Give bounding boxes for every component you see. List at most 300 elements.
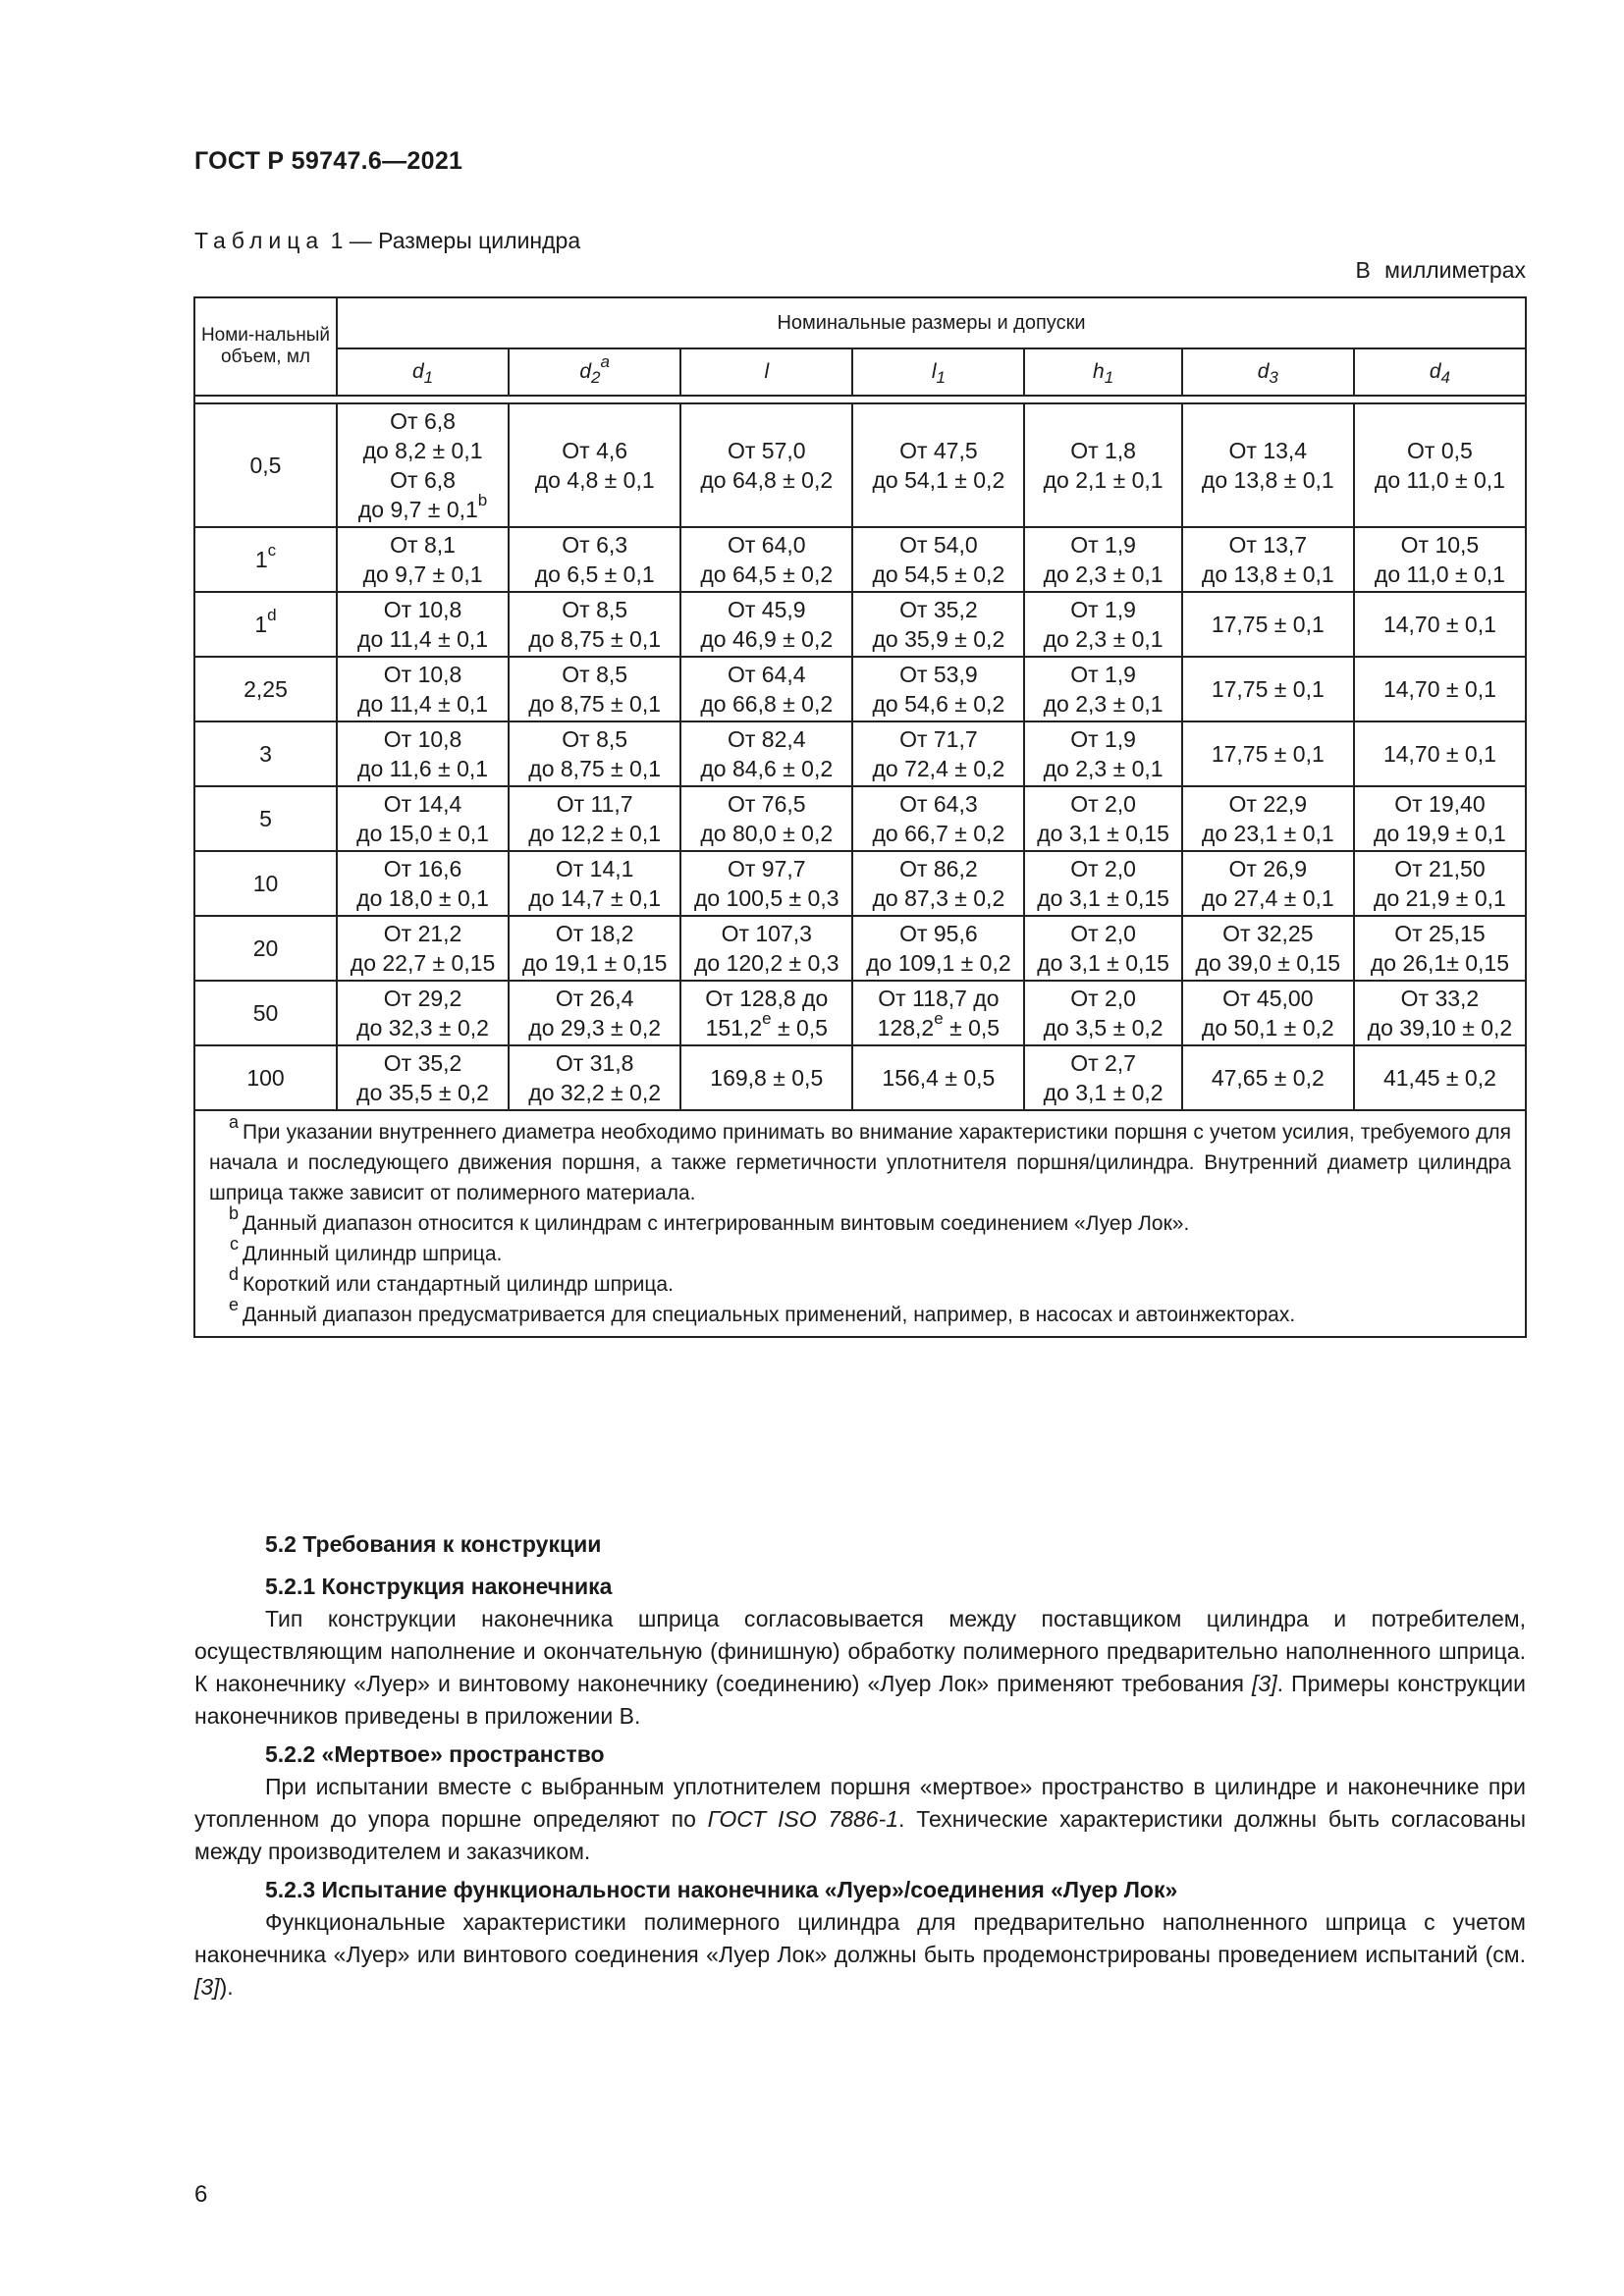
- cell-line: до 50,1 ± 0,2: [1201, 1015, 1334, 1041]
- cell-line: до 11,0 ± 0,1: [1374, 467, 1505, 493]
- volume-cell: [194, 592, 337, 657]
- cell-line: От 8,5: [562, 662, 628, 687]
- dimension-cell: [1354, 786, 1526, 851]
- cell-line: 14,70 ± 0,1: [1382, 741, 1496, 767]
- section-5-2-1-paragraph: [194, 1603, 1526, 1733]
- cell-line: От 95,6: [899, 921, 978, 946]
- dimension-cell: [852, 592, 1024, 657]
- cell-line: От 64,3: [899, 791, 978, 817]
- section-5-2-1-title: 5.2.1 Конструкция наконечника: [265, 1574, 613, 1599]
- table-row: [194, 981, 1526, 1045]
- cell-line: до 13,8 ± 0,1: [1201, 467, 1334, 493]
- dimension-cell: [337, 981, 509, 1045]
- section-5-2-3-paragraph: [194, 1906, 1526, 2003]
- cell-line: до 2,3 ± 0,1: [1043, 756, 1164, 781]
- cell-line: до 46,9 ± 0,2: [700, 626, 834, 652]
- cell-line: 151,2$^e$ ± 0,5: [705, 1009, 828, 1041]
- volume-footnote-mark: c: [267, 541, 277, 561]
- header-symbol-3: [680, 348, 852, 396]
- dimension-cell: [337, 403, 509, 527]
- dimension-cell: [1354, 403, 1526, 527]
- cell-line: до 11,6 ± 0,1: [357, 756, 489, 781]
- cell-line: до 39,10 ± 0,2: [1367, 1015, 1513, 1041]
- dimension-cell: [680, 721, 852, 786]
- dimension-cell: [337, 657, 509, 721]
- cell-line: до 22,7 ± 0,15: [350, 950, 496, 976]
- cell-line: От 29,2: [383, 986, 462, 1011]
- cell-line: От 33,2: [1400, 986, 1480, 1011]
- cell-line: до 14,7 ± 0,1: [528, 885, 662, 911]
- cell-line: до 54,5 ± 0,2: [872, 561, 1005, 587]
- dimension-cell: [1354, 981, 1526, 1045]
- cell-line: От 10,5: [1400, 532, 1480, 558]
- cell-line: От 47,5: [899, 438, 978, 463]
- cell-line: От 26,4: [555, 986, 634, 1011]
- footnote-d: [209, 1264, 1511, 1300]
- dimension-cell: [509, 1045, 680, 1110]
- cell-line: до 8,75 ± 0,1: [528, 626, 662, 652]
- cell-line: до 18,0 ± 0,1: [356, 885, 489, 911]
- cell-line: От 4,6: [562, 438, 628, 463]
- section-5-2-2-paragraph: [194, 1771, 1526, 1868]
- dimension-cell: [1182, 657, 1354, 721]
- dimensions-table: [193, 296, 1527, 1338]
- volume-value: 20: [252, 935, 279, 961]
- cell-line: до 19,1 ± 0,15: [521, 950, 668, 976]
- dimension-cell: [1024, 657, 1181, 721]
- dimension-cell: [680, 527, 852, 592]
- cell-line: От 53,9: [899, 662, 978, 687]
- dimension-cell: [1024, 851, 1181, 916]
- symbol-superscript: a: [600, 352, 610, 371]
- cell-line: до 35,5 ± 0,2: [356, 1080, 489, 1105]
- cell-line: От 1,9: [1070, 662, 1136, 687]
- cell-line: до 3,1 ± 0,15: [1037, 950, 1169, 976]
- cell-line: От 26,9: [1228, 856, 1308, 881]
- cell-line: 14,70 ± 0,1: [1382, 612, 1496, 637]
- footnote-marker: [209, 1295, 243, 1330]
- cell-line: до 3,1 ± 0,15: [1037, 821, 1169, 846]
- page-number: 6: [194, 2181, 208, 2208]
- cell-line: до 26,1± 0,15: [1370, 950, 1509, 976]
- footnote-text: Короткий или стандартный цилиндр шприца.: [243, 1273, 674, 1296]
- cell-line: до 2,1 ± 0,1: [1043, 467, 1164, 493]
- cell-line: до 87,3 ± 0,2: [872, 885, 1005, 911]
- dimension-cell: [1024, 527, 1181, 592]
- dimension-cell: [1354, 592, 1526, 657]
- cell-line: до 19,9 ± 0,1: [1374, 821, 1506, 846]
- cell-line: до 80,0 ± 0,2: [700, 821, 834, 846]
- dimension-cell: [337, 916, 509, 981]
- symbol-subscript: 3: [1269, 368, 1278, 388]
- volume-cell: [194, 851, 337, 916]
- cell-line: От 2,0: [1070, 791, 1136, 817]
- cell-line: От 18,2: [555, 921, 634, 946]
- cell-line: до 9,7 ± 0,1: [362, 561, 483, 587]
- dimension-cell: [680, 657, 852, 721]
- cell-line: От 2,7: [1070, 1050, 1136, 1076]
- symbol-subscript: 1: [936, 368, 946, 388]
- cell-line: до 2,3 ± 0,1: [1043, 691, 1164, 717]
- cell-line: до 13,8 ± 0,1: [1201, 561, 1334, 587]
- cell-line: 156,4 ± 0,5: [882, 1065, 996, 1091]
- dimension-cell: [1354, 851, 1526, 916]
- header-symbol-2: [509, 348, 680, 396]
- cell-line: до 54,1 ± 0,2: [872, 467, 1005, 493]
- dimension-cell: [337, 786, 509, 851]
- dimension-cell: [1024, 592, 1181, 657]
- cell-line: до 64,5 ± 0,2: [700, 561, 834, 587]
- volume-value: 1: [254, 547, 268, 572]
- dimension-cell: [1182, 1045, 1354, 1110]
- cell-line: От 2,0: [1070, 921, 1136, 946]
- cell-line: 128,2$^e$ ± 0,5: [877, 1009, 1001, 1041]
- table-row: [194, 851, 1526, 916]
- footnote-marker-letter: b: [228, 1203, 239, 1223]
- dimension-cell: [337, 851, 509, 916]
- dimension-cell: [1024, 1045, 1181, 1110]
- volume-cell: [194, 916, 337, 981]
- header-dimensions-group: Номинальные размеры и допуски: [337, 297, 1526, 348]
- dimension-cell: [1354, 527, 1526, 592]
- footnote-text: Данный диапазон относится к цилиндрам с интегрированным винтовым соединением «Луер Лок».: [243, 1212, 1190, 1235]
- cell-line: до 11,4 ± 0,1: [357, 626, 489, 652]
- cell-line: От 128,8 до: [705, 986, 829, 1011]
- cell-line: От 54,0: [899, 532, 978, 558]
- dimension-cell: [1354, 1045, 1526, 1110]
- dimension-cell: [509, 721, 680, 786]
- dimension-cell: [680, 916, 852, 981]
- table-row: [194, 657, 1526, 721]
- symbol-base: d: [579, 360, 592, 383]
- cell-line: От 82,4: [727, 726, 806, 752]
- cell-line: От 2,0: [1070, 856, 1136, 881]
- volume-cell: [194, 1045, 337, 1110]
- cell-line: От 11,7: [556, 791, 633, 817]
- cell-line: до 35,9 ± 0,2: [872, 626, 1005, 652]
- dimension-cell: [680, 1045, 852, 1110]
- volume-value: 10: [252, 871, 279, 896]
- dimension-cell: [680, 851, 852, 916]
- cell-line: до 66,7 ± 0,2: [872, 821, 1005, 846]
- table-row: [194, 786, 1526, 851]
- header-symbol-7: [1354, 348, 1526, 396]
- footnote-b: [209, 1203, 1511, 1239]
- footnotes-row: [194, 1110, 1526, 1337]
- cell-line: до 6,5 ± 0,1: [534, 561, 655, 587]
- volume-cell: [194, 721, 337, 786]
- volume-value: 1: [254, 612, 268, 637]
- footnote-a: [209, 1112, 1511, 1208]
- dimension-cell: [509, 981, 680, 1045]
- cell-line: От 71,7: [899, 726, 978, 752]
- dimension-cell: [337, 527, 509, 592]
- header-symbol-6: [1182, 348, 1354, 396]
- cell-line: до 15,0 ± 0,1: [356, 821, 489, 846]
- table-row: [194, 721, 1526, 786]
- footnote-mark: b: [477, 491, 488, 510]
- section-text: [194, 1528, 1526, 2003]
- cell-line: до 32,2 ± 0,2: [528, 1080, 662, 1105]
- dimension-cell: [509, 851, 680, 916]
- cell-line: до 27,4 ± 0,1: [1201, 885, 1334, 911]
- cell-line: От 97,7: [727, 856, 806, 881]
- symbol-subscript: 2: [591, 368, 601, 388]
- cell-line: до 32,3 ± 0,2: [356, 1015, 489, 1041]
- footnote-marker-letter: d: [228, 1264, 239, 1284]
- symbol-base: d: [1429, 360, 1441, 383]
- dimension-cell: [509, 916, 680, 981]
- cell-line: до 4,8 ± 0,1: [534, 467, 655, 493]
- header-symbols-row: [194, 348, 1526, 396]
- cell-line: до 8,75 ± 0,1: [528, 756, 662, 781]
- cell-line: От 2,0: [1070, 986, 1136, 1011]
- dimension-cell: [509, 527, 680, 592]
- cell-line: до 72,4 ± 0,2: [872, 756, 1005, 781]
- table-row: [194, 403, 1526, 527]
- dimension-cell: [680, 403, 852, 527]
- volume-value: 50: [252, 1000, 279, 1026]
- header-spacer-row: [194, 396, 1526, 403]
- table-row: [194, 592, 1526, 657]
- dimension-cell: [1354, 721, 1526, 786]
- volume-cell: [194, 527, 337, 592]
- cell-line: От 8,1: [390, 532, 456, 558]
- symbol-base: d: [411, 360, 424, 383]
- dimension-cell: [337, 1045, 509, 1110]
- s523-ref: [3]: [194, 1974, 220, 2000]
- cell-line: От 10,8: [383, 662, 462, 687]
- dimension-cell: [509, 786, 680, 851]
- dimension-cell: [680, 592, 852, 657]
- cell-line: 169,8 ± 0,5: [710, 1065, 824, 1091]
- footnote-c: [209, 1234, 1511, 1269]
- cell-line: От 14,1: [555, 856, 634, 881]
- cell-line: От 64,0: [727, 532, 806, 558]
- cell-line: От 107,3: [721, 921, 812, 946]
- s523-text-b: ).: [219, 1974, 234, 2000]
- dimension-cell: [1024, 916, 1181, 981]
- table-caption-label: Таблица: [194, 228, 325, 253]
- cell-line: до 23,1 ± 0,1: [1201, 821, 1334, 846]
- dimension-cell: [1354, 916, 1526, 981]
- dimension-cell: [680, 981, 852, 1045]
- s522-text-a: При испытании вместе с выбранным уплотнителем поршня «мертвое» пространство в цилиндре и наконечнике при утопленном до упора поршне определяют по: [194, 1774, 1526, 1832]
- dimension-cell: [1024, 786, 1181, 851]
- cell-line: От 32,25: [1222, 921, 1314, 946]
- footnote-marker: [209, 1112, 243, 1148]
- cell-line: От 0,5: [1407, 438, 1473, 463]
- cell-line: От 25,15: [1394, 921, 1486, 946]
- cell-line: до 100,5 ± 0,3: [694, 885, 839, 911]
- s522-ref: ГОСТ ISO 7886-1: [707, 1806, 899, 1832]
- dimension-cell: [1182, 981, 1354, 1045]
- symbol-base: l: [931, 360, 937, 383]
- dimension-cell: [509, 403, 680, 527]
- cell-line: до 39,0 ± 0,15: [1195, 950, 1341, 976]
- cell-line: От 31,8: [555, 1050, 634, 1076]
- cell-line: 47,65 ± 0,2: [1211, 1065, 1325, 1091]
- section-5-2-3-title: 5.2.3 Испытание функциональности наконечника «Луер»/соединения «Луер Лок»: [265, 1877, 1178, 1902]
- cell-line: От 19,40: [1394, 791, 1486, 817]
- cell-line: до 84,6 ± 0,2: [700, 756, 834, 781]
- cell-line: до 3,5 ± 0,2: [1043, 1015, 1164, 1041]
- cell-line: От 21,2: [383, 921, 462, 946]
- dimension-cell: [1354, 657, 1526, 721]
- header-volume: Номи-нальный объем, мл: [194, 297, 337, 396]
- cell-line: до 54,6 ± 0,2: [872, 691, 1005, 717]
- footnote-e: [209, 1295, 1511, 1330]
- cell-line: 14,70 ± 0,1: [1382, 676, 1496, 702]
- footnote-marker-letter: c: [230, 1234, 239, 1254]
- dimension-cell: [852, 1045, 1024, 1110]
- cell-line: От 1,8: [1070, 438, 1136, 463]
- table-row: [194, 916, 1526, 981]
- dimension-cell: [852, 527, 1024, 592]
- cell-line: От 118,7 до: [878, 986, 1000, 1011]
- cell-line: От 10,8: [383, 726, 462, 752]
- cell-line: до 11,4 ± 0,1: [357, 691, 489, 717]
- cell-line: до 3,1 ± 0,15: [1037, 885, 1169, 911]
- table-units: В миллиметрах: [1355, 257, 1526, 283]
- dimension-cell: [1182, 851, 1354, 916]
- dimension-cell: [852, 657, 1024, 721]
- dimension-cell: [852, 916, 1024, 981]
- header-spacer: [194, 396, 1526, 403]
- cell-line: От 76,5: [727, 791, 806, 817]
- table-row: [194, 527, 1526, 592]
- cell-line: до 9,7 ± 0,1$^b$: [357, 491, 488, 522]
- symbol-base: d: [1257, 360, 1270, 383]
- volume-cell: [194, 786, 337, 851]
- footnote-text: Данный диапазон предусматривается для специальных применений, например, в насосах и автоинжекторах.: [243, 1304, 1296, 1326]
- cell-line: до 2,3 ± 0,1: [1043, 626, 1164, 652]
- footnote-marker-letter: e: [228, 1295, 239, 1314]
- cell-line: до 8,75 ± 0,1: [528, 691, 662, 717]
- header-symbol-4: [852, 348, 1024, 396]
- dimension-cell: [852, 981, 1024, 1045]
- cell-line: От 45,9: [727, 597, 806, 622]
- header-symbol-5: [1024, 348, 1181, 396]
- symbol-subscript: 1: [1104, 368, 1114, 388]
- volume-value: 2,25: [244, 676, 288, 702]
- footnote-text: При указании внутреннего диаметра необходимо принимать во внимание характеристики поршня с учетом усилия, требуемого для начала и последующего движения поршня, а также герметичности уплотнителя поршня/цилиндра. Внутренний диаметр цилиндра шприца также зависит от полимерного материала.: [209, 1121, 1511, 1204]
- dimension-cell: [1182, 721, 1354, 786]
- dimension-cell: [1182, 916, 1354, 981]
- volume-cell: [194, 981, 337, 1045]
- volume-cell: [194, 403, 337, 527]
- dimension-cell: [509, 657, 680, 721]
- dimension-cell: [852, 851, 1024, 916]
- table-caption-title: 1 — Размеры цилиндра: [330, 228, 581, 253]
- dimension-cell: [852, 786, 1024, 851]
- cell-line: От 57,0: [727, 438, 806, 463]
- cell-line: От 16,6: [383, 856, 462, 881]
- cell-line: От 1,9: [1070, 597, 1136, 622]
- cell-line: до 3,1 ± 0,2: [1043, 1080, 1164, 1105]
- cell-line: От 21,50: [1394, 856, 1486, 881]
- volume-cell: [194, 657, 337, 721]
- dimension-cell: [1024, 981, 1181, 1045]
- cell-line: до 64,8 ± 0,2: [700, 467, 834, 493]
- cell-line: до 2,3 ± 0,1: [1043, 561, 1164, 587]
- cell-line: 41,45 ± 0,2: [1382, 1065, 1496, 1091]
- cell-line: От 6,3: [562, 532, 628, 558]
- footnotes-cell: [194, 1110, 1526, 1337]
- table-row: [194, 1045, 1526, 1110]
- cell-line: От 6,8: [390, 408, 456, 434]
- cell-line: От 35,2: [899, 597, 978, 622]
- cell-line: до 12,2 ± 0,1: [528, 821, 662, 846]
- cell-line: От 1,9: [1070, 726, 1136, 752]
- cell-line: От 45,00: [1222, 986, 1314, 1011]
- footnote-mark: e: [934, 1009, 944, 1029]
- cell-line: 17,75 ± 0,1: [1211, 676, 1325, 702]
- cell-line: От 86,2: [899, 856, 978, 881]
- footnote-marker-letter: a: [228, 1112, 239, 1132]
- symbol-base: l: [764, 360, 770, 383]
- header-symbol-1: [337, 348, 509, 396]
- table-body: [194, 396, 1526, 1337]
- dimension-cell: [337, 721, 509, 786]
- cell-line: От 64,4: [727, 662, 806, 687]
- table-caption: [194, 228, 580, 254]
- dimension-cell: [680, 786, 852, 851]
- cell-line: От 14,4: [383, 791, 462, 817]
- dimension-cell: [1024, 721, 1181, 786]
- s521-text-a: Тип конструкции наконечника шприца согласовывается между поставщиком цилиндра и потребителем, осуществляющим наполнение и окончательную (финишную) обработку полимерного предварительно наполненного шприца. К наконечнику «Луер» и винтовому наконечнику (соединению) «Луер Лок» применяют требования: [194, 1606, 1526, 1696]
- s521-text-b: . Примеры конструкции наконечников приведены в приложении В.: [194, 1671, 1526, 1729]
- cell-line: От 6,8: [390, 467, 456, 493]
- section-5-2-title: 5.2 Требования к конструкции: [265, 1531, 602, 1557]
- dimension-cell: [1024, 403, 1181, 527]
- cell-line: От 13,4: [1228, 438, 1308, 463]
- volume-value: 5: [259, 806, 272, 831]
- dimension-cell: [509, 592, 680, 657]
- cell-line: до 8,2 ± 0,1: [362, 438, 483, 463]
- volume-value: 3: [259, 741, 272, 767]
- symbol-subscript: 1: [423, 368, 434, 388]
- dimension-cell: [852, 403, 1024, 527]
- cell-line: От 10,8: [383, 597, 462, 622]
- s521-ref: [3]: [1252, 1671, 1277, 1696]
- dimension-cell: [852, 721, 1024, 786]
- section-5-2-2-title: 5.2.2 «Мертвое» пространство: [265, 1741, 605, 1767]
- s523-text-a: Функциональные характеристики полимерного цилиндра для предварительно наполненного шприца с учетом наконечника «Луер» или винтового соединения «Луер Лок» должны быть продемонстрированы проведением испытаний (см.: [194, 1909, 1526, 1967]
- dimension-cell: [337, 592, 509, 657]
- symbol-subscript: 4: [1440, 368, 1450, 388]
- cell-line: От 8,5: [562, 726, 628, 752]
- cell-line: От 35,2: [383, 1050, 462, 1076]
- dimension-cell: [1182, 786, 1354, 851]
- volume-value: 100: [246, 1065, 285, 1091]
- cell-line: От 1,9: [1070, 532, 1136, 558]
- cell-line: до 21,9 ± 0,1: [1374, 885, 1506, 911]
- footnote-text: Длинный цилиндр шприца.: [243, 1243, 503, 1265]
- document-id: ГОСТ Р 59747.6—2021: [194, 147, 463, 175]
- cell-line: до 109,1 ± 0,2: [866, 950, 1011, 976]
- dimension-cell: [1182, 527, 1354, 592]
- dimension-cell: [1182, 403, 1354, 527]
- cell-line: От 8,5: [562, 597, 628, 622]
- footnote-mark: e: [762, 1009, 772, 1029]
- s522-text-b: . Технические характеристики должны быть согласованы между производителем и заказчиком.: [194, 1806, 1527, 1864]
- volume-footnote-mark: d: [267, 606, 277, 625]
- cell-line: до 120,2 ± 0,3: [694, 950, 839, 976]
- cell-line: 17,75 ± 0,1: [1211, 612, 1325, 637]
- cell-line: до 11,0 ± 0,1: [1374, 561, 1505, 587]
- cell-line: 17,75 ± 0,1: [1211, 741, 1325, 767]
